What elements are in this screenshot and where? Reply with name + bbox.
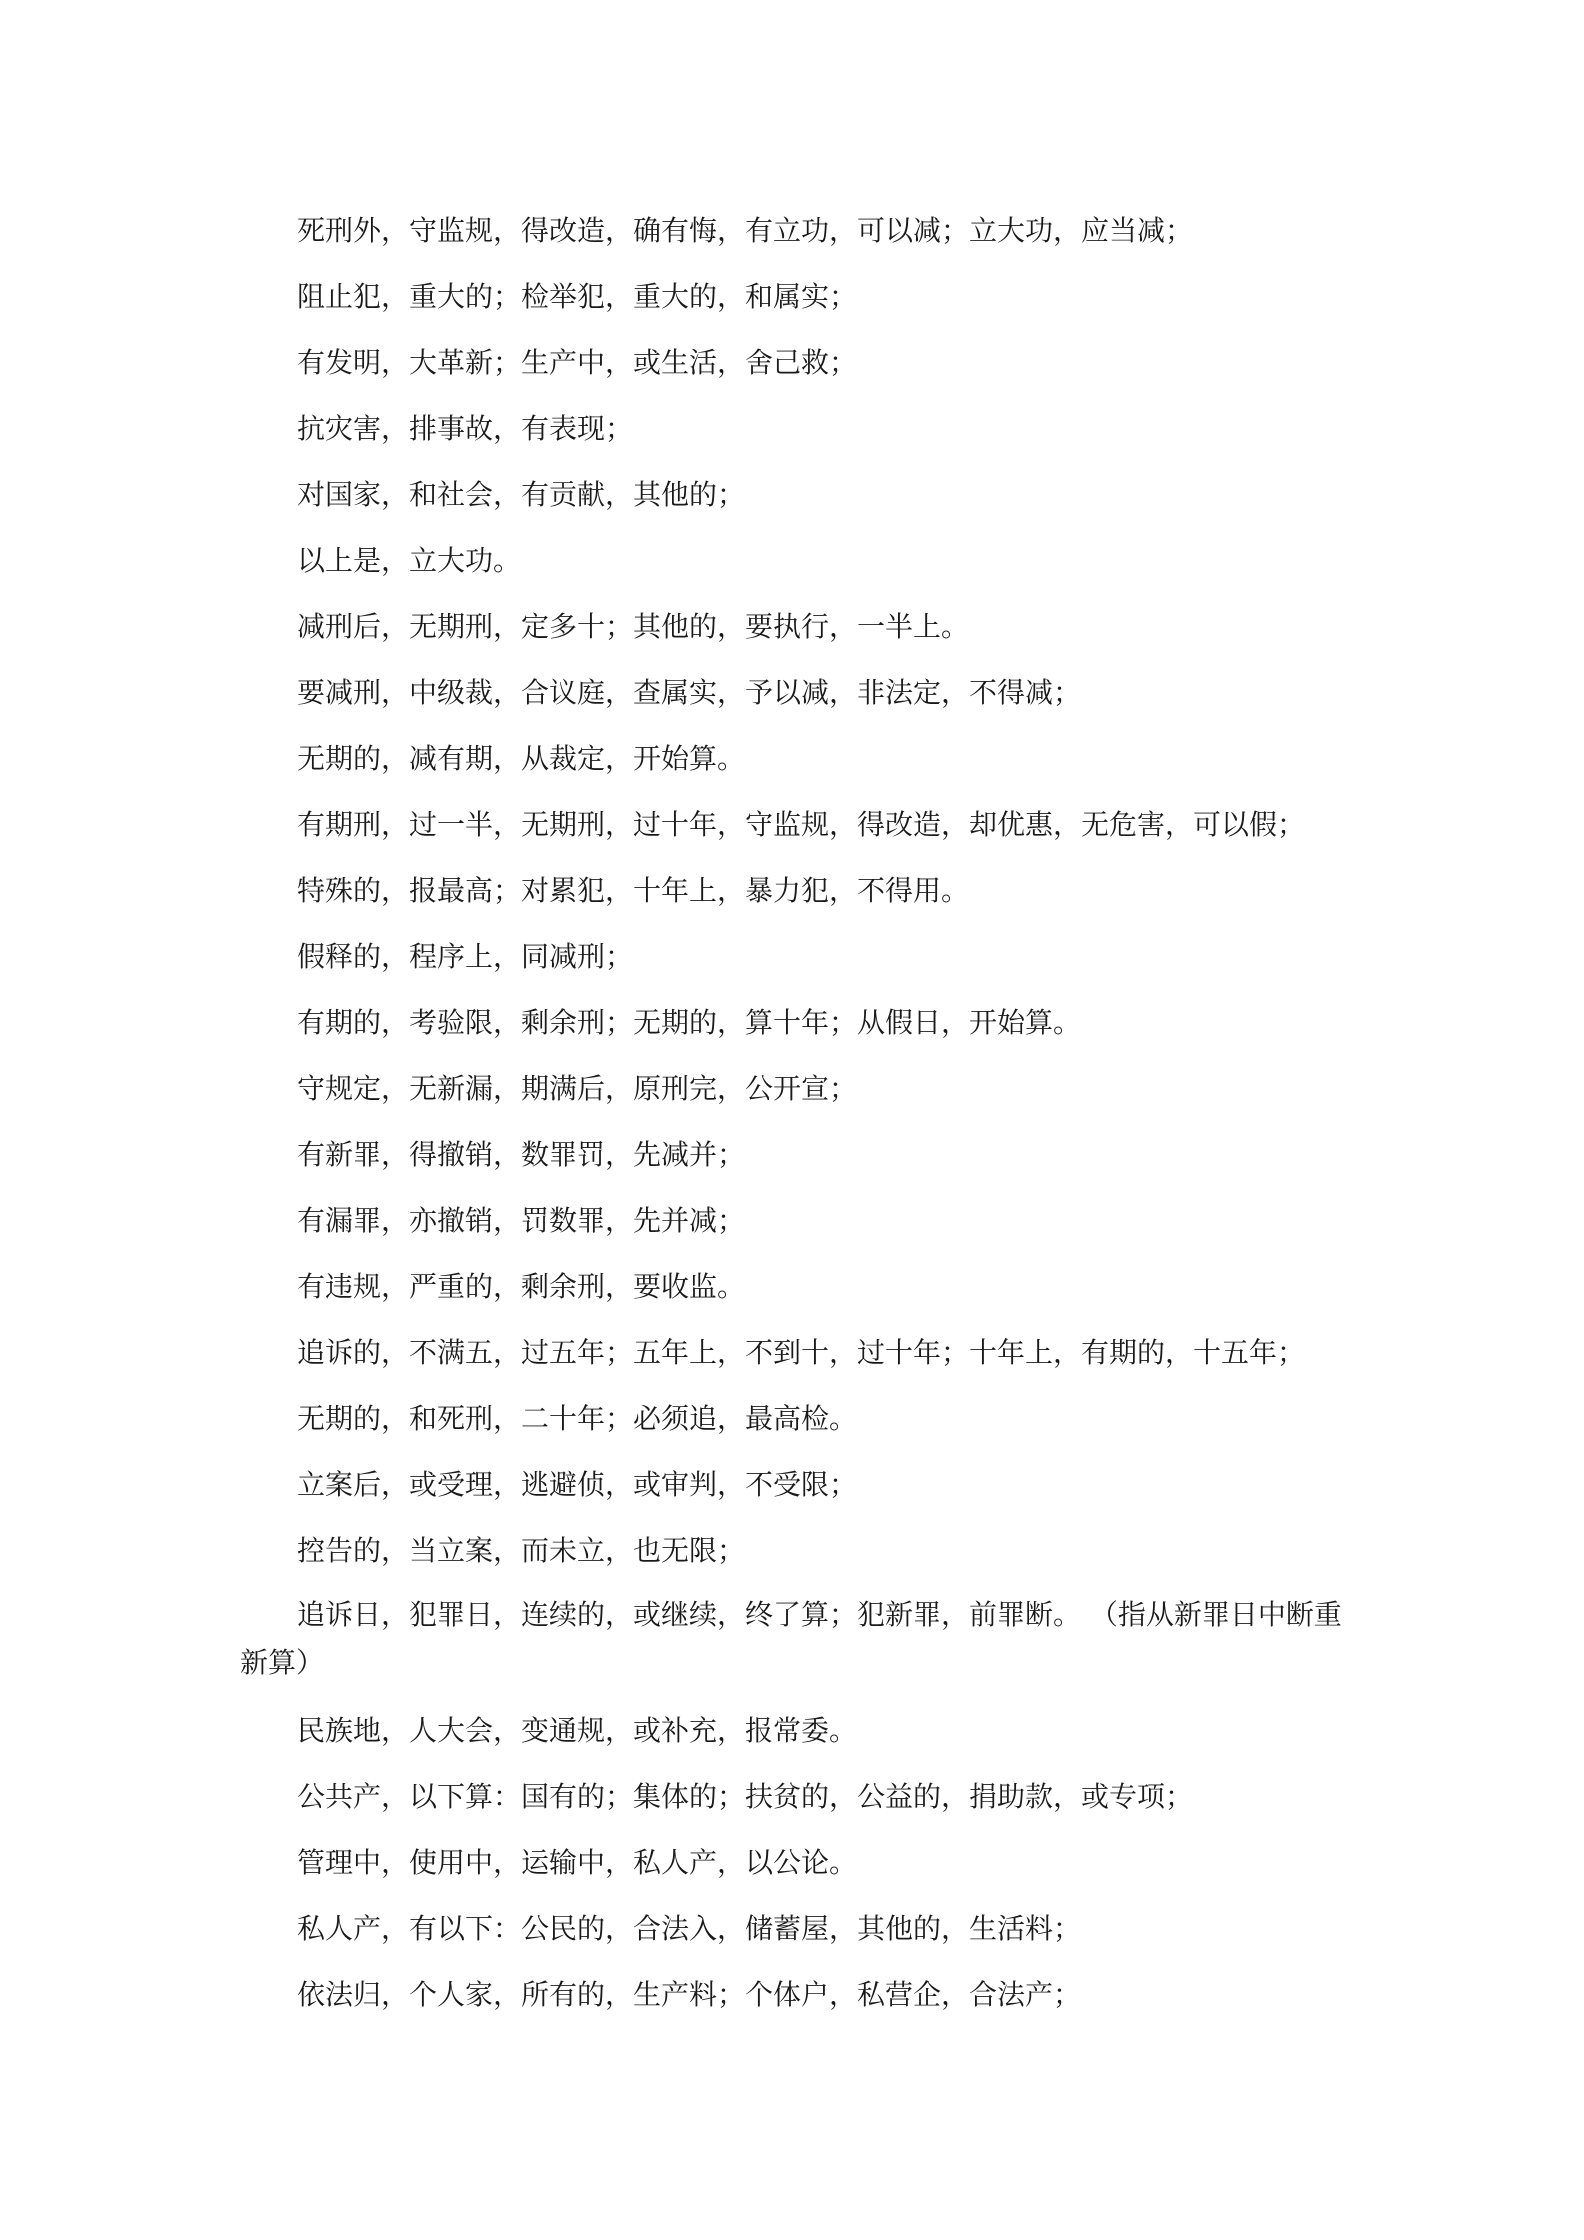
text-line: 特殊的，报最高；对累犯，十年上，暴力犯，不得用。 xyxy=(297,874,970,907)
text-line: 公共产，以下算：国有的；集体的；扶贫的，公益的，捐助款，或专项； xyxy=(297,1780,1194,1813)
text-line: 有漏罪，亦撤销，罚数罪，先并减； xyxy=(297,1204,746,1237)
text-line: 无期的，减有期，从裁定，开始算。 xyxy=(297,742,746,775)
text-line: 要减刑，中级裁，合议庭，查属实，予以减，非法定，不得减； xyxy=(297,676,1082,709)
text-line-wrapped: 追诉日，犯罪日，连续的，或继续，终了算；犯新罪，前罪断。 （指从新罪日中断重新算） xyxy=(240,1598,1342,1679)
text-line: 以上是，立大功。 xyxy=(297,544,522,577)
text-line: 立案后，或受理，逃避侦，或审判，不受限； xyxy=(297,1468,858,1501)
text-line: 有违规，严重的，剩余刑，要收监。 xyxy=(297,1270,746,1303)
text-line: 依法归，个人家，所有的，生产料；个体户，私营企，合法产； xyxy=(297,1978,1082,2011)
text-line: 减刑后，无期刑，定多十；其他的，要执行，一半上。 xyxy=(297,610,970,643)
text-line: 有发明，大革新；生产中，或生活，舍己救； xyxy=(297,346,858,379)
text-line: 死刑外，守监规，得改造，确有悔，有立功，可以减；立大功，应当减； xyxy=(297,214,1194,247)
text-line: 私人产，有以下：公民的，合法入，储蓄屋，其他的，生活料； xyxy=(297,1912,1082,1945)
text-line: 有期的，考验限，剩余刑；无期的，算十年；从假日，开始算。 xyxy=(297,1006,1082,1039)
text-line: 控告的，当立案，而未立，也无限； xyxy=(297,1534,746,1567)
text-line: 有新罪，得撤销，数罪罚，先减并； xyxy=(297,1138,746,1171)
text-line: 对国家，和社会，有贡献，其他的； xyxy=(297,478,746,511)
text-line: 民族地，人大会，变通规，或补充，报常委。 xyxy=(297,1714,858,1747)
text-line: 抗灾害，排事故，有表现； xyxy=(297,412,634,445)
text-line: 追诉的，不满五，过五年；五年上，不到十，过十年；十年上，有期的，十五年； xyxy=(297,1336,1306,1369)
text-line: 管理中，使用中，运输中，私人产，以公论。 xyxy=(297,1846,858,1879)
text-line: 无期的，和死刑，二十年；必须追，最高检。 xyxy=(297,1402,858,1435)
text-line: 守规定，无新漏，期满后，原刑完，公开宣； xyxy=(297,1072,858,1105)
text-line: 假释的，程序上，同减刑； xyxy=(297,940,634,973)
document-body xyxy=(240,198,1350,2028)
text-line: 阻止犯，重大的；检举犯，重大的，和属实； xyxy=(297,280,858,313)
text-line: 有期刑，过一半，无期刑，过十年，守监规，得改造，却优惠，无危害，可以假； xyxy=(297,808,1306,841)
